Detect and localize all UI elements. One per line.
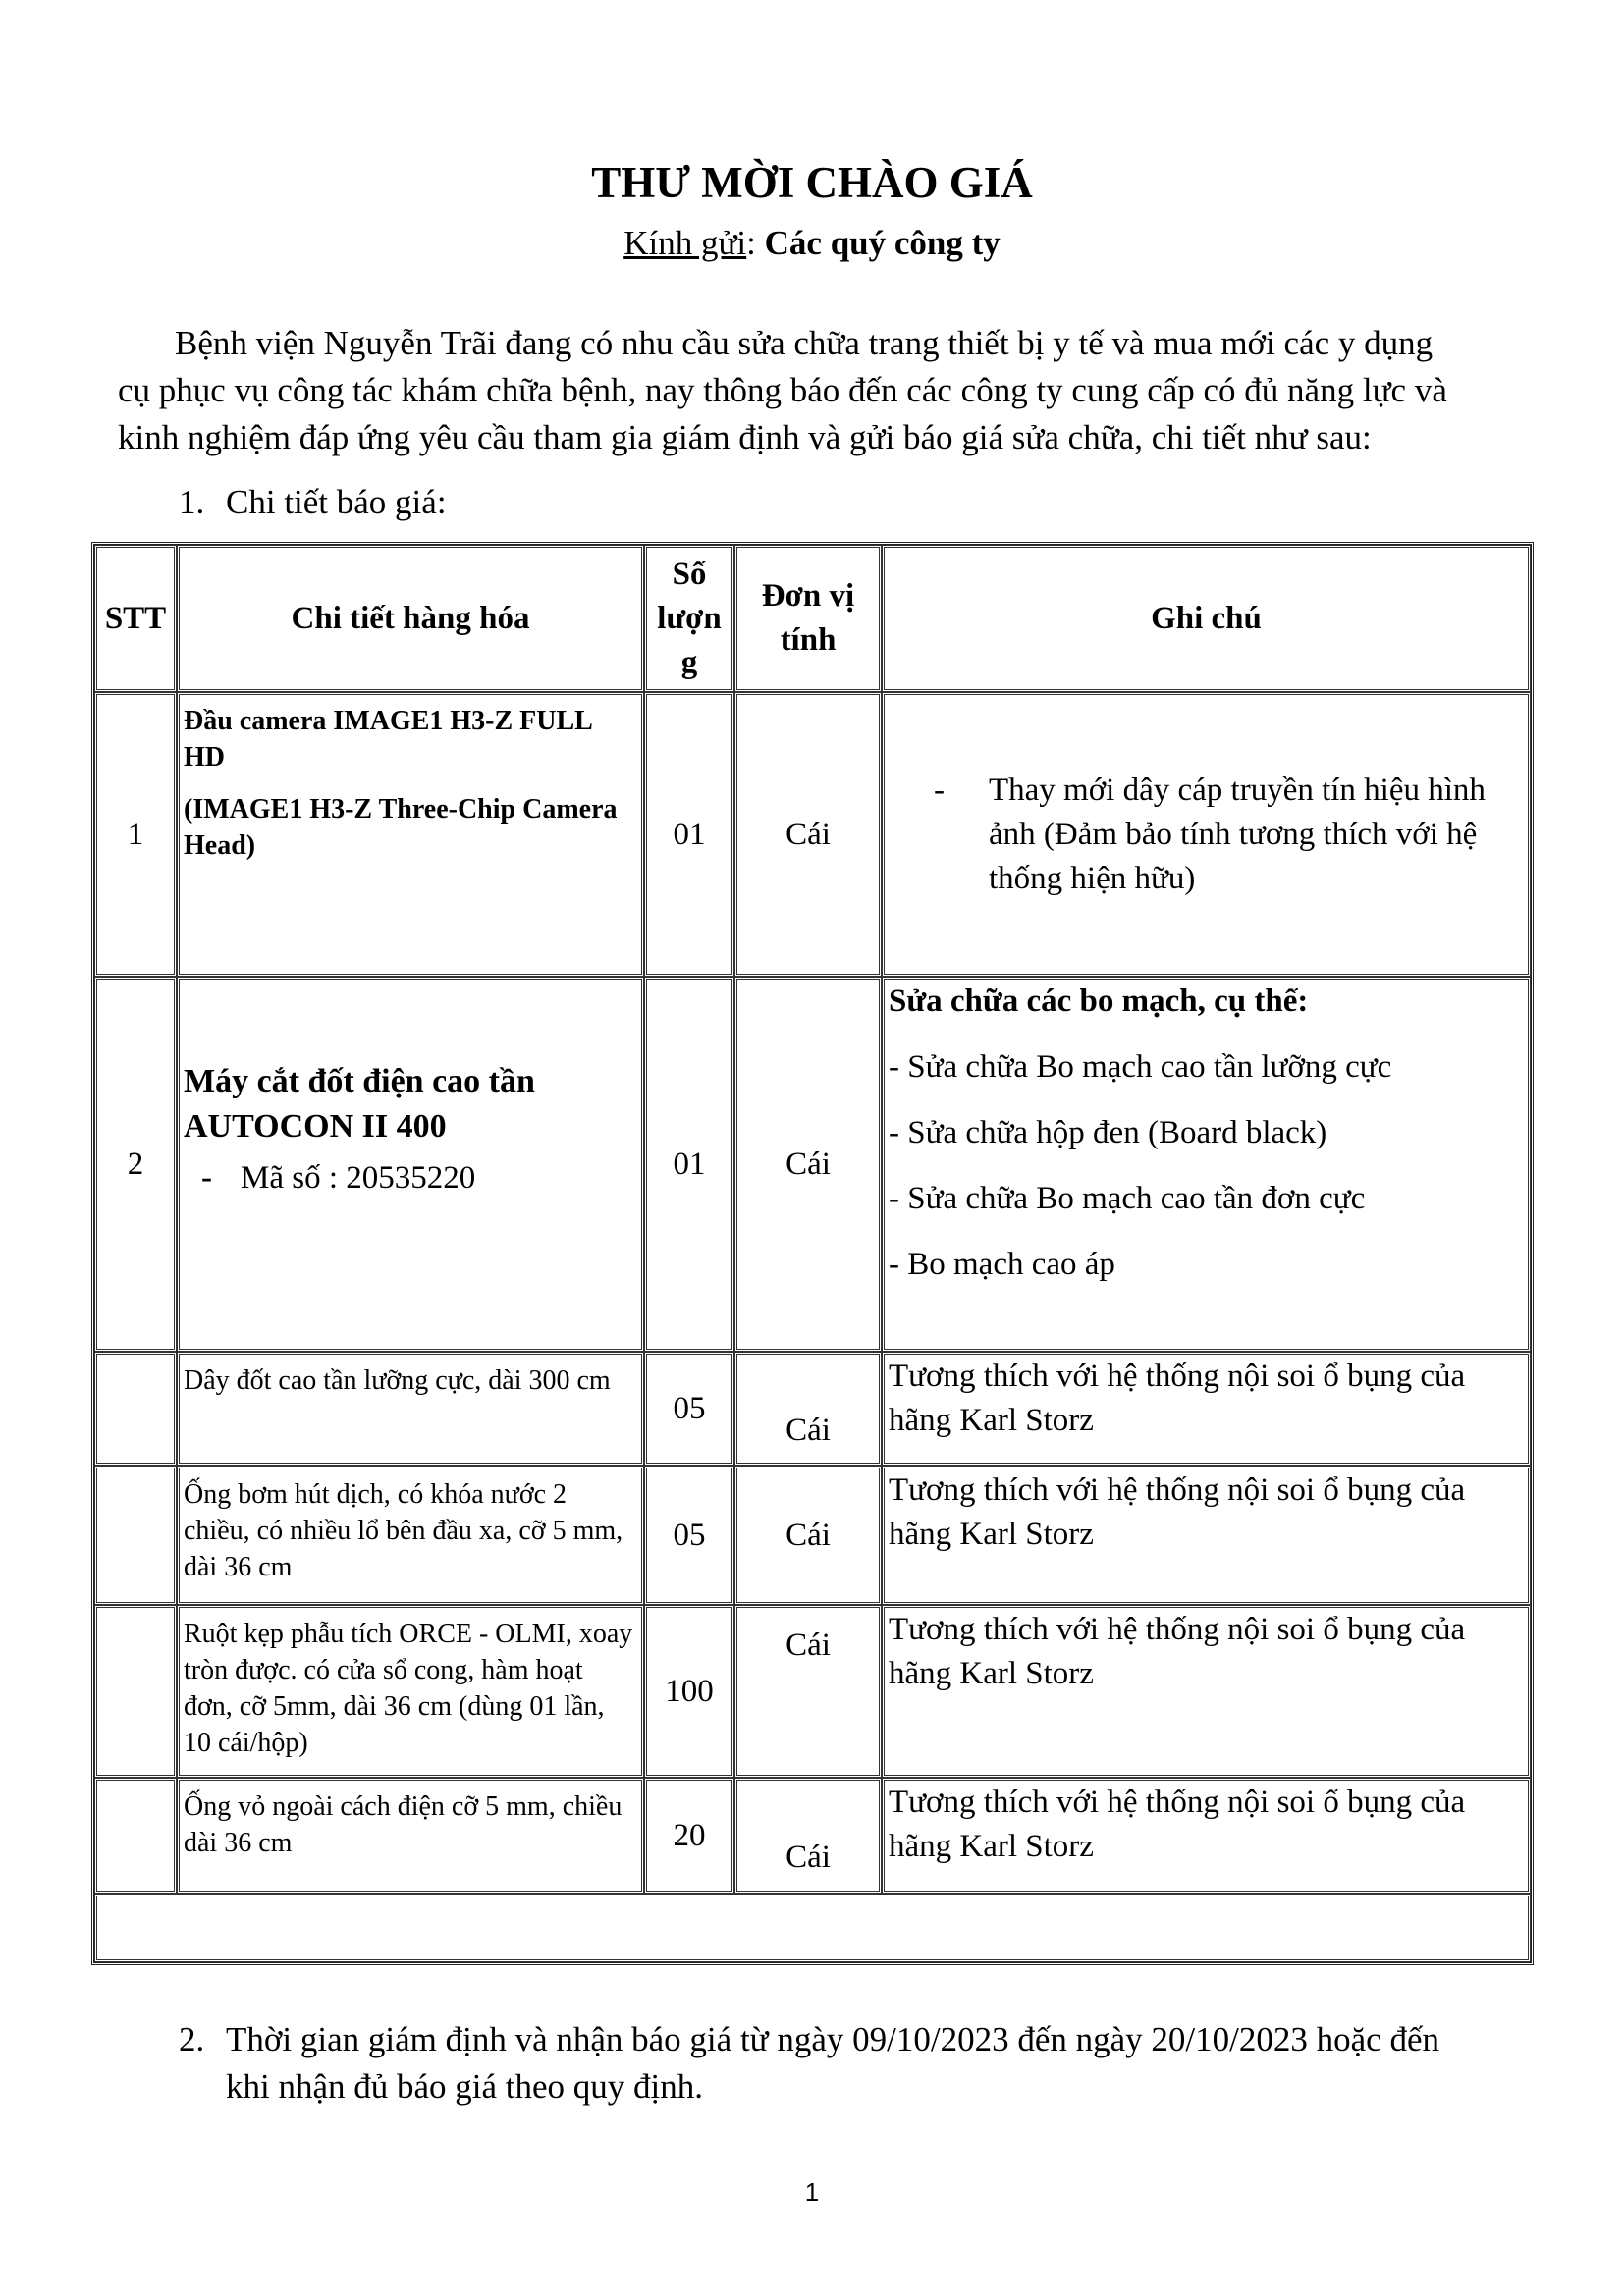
cell-unit: Cái — [734, 977, 882, 1352]
salutation-recipient: Các quý công ty — [764, 224, 1001, 262]
item-name: Đầu camera IMAGE1 H3-Z FULL HD — [184, 706, 592, 773]
salutation — [0, 222, 1624, 265]
header-quantity-line: g — [680, 644, 698, 680]
item-code-text: Mã số : 20535220 — [241, 1160, 476, 1196]
section-number: 1. — [179, 483, 205, 521]
cell-item — [177, 977, 644, 1352]
cell-quantity: 01 — [644, 977, 734, 1352]
page-number: 1 — [804, 2177, 820, 2207]
cell-quantity: 05 — [644, 1352, 734, 1466]
cell-note: Tương thích với hệ thống nội soi ổ bụng của hãng Karl Storz — [882, 1352, 1531, 1466]
cell-stt: 2 — [94, 977, 177, 1352]
cell-unit: Cái — [734, 1778, 882, 1894]
cell-stt — [94, 1352, 177, 1466]
header-quantity-line: Số — [672, 556, 707, 592]
section-text-line: khi nhận đủ báo giá theo quy định. — [226, 2067, 704, 2106]
header-unit-line: tính — [780, 622, 837, 658]
note-item: - Sửa chữa Bo mạch cao tần lưỡng cực — [889, 1049, 1392, 1085]
intro-line: cụ phục vụ công tác khám chữa bệnh, nay thông báo đến các công ty cung cấp có đủ năng lực và — [118, 371, 1447, 409]
note-item: - Sửa chữa Bo mạch cao tần đơn cực — [889, 1181, 1366, 1216]
note-text: Thay mới dây cáp truyền tín hiệu hình ảnh (Đảm bảo tính tương thích với hệ thống hiện hữu) — [989, 772, 1486, 896]
header-unit — [734, 545, 882, 692]
note-item: - Sửa chữa hộp đen (Board black) — [889, 1115, 1327, 1150]
section-text: Chi tiết báo giá: — [226, 483, 447, 521]
cell-quantity: 05 — [644, 1466, 734, 1605]
cell-unit: Cái — [734, 692, 882, 977]
cell-note: Tương thích với hệ thống nội soi ổ bụng của hãng Karl Storz — [882, 1466, 1531, 1605]
document-title: THƯ MỜI CHÀO GIÁ — [591, 158, 1033, 207]
table-row — [94, 692, 1531, 977]
table-row — [94, 1778, 1531, 1894]
empty-cell — [94, 1894, 1531, 1962]
table-row — [94, 1605, 1531, 1778]
item-name-en: (IMAGE1 H3-Z Three-Chip Camera Head) — [184, 794, 618, 861]
cell-unit: Cái — [734, 1605, 882, 1778]
item-code-dash: - — [201, 1160, 212, 1196]
header-quantity — [644, 545, 734, 692]
section-2 — [179, 2016, 1534, 2110]
cell-unit: Cái — [734, 1352, 882, 1466]
intro-line: kinh nghiệm đáp ứng yêu cầu tham gia giám định và gửi báo giá sửa chữa, chi tiết như sau: — [118, 418, 1372, 456]
cell-stt: 1 — [94, 692, 177, 977]
intro-paragraph — [118, 320, 1532, 461]
cell-stt — [94, 1466, 177, 1605]
quotation-table — [91, 542, 1534, 1965]
cell-item: Ruột kẹp phẫu tích ORCE - OLMI, xoay tròn được. có cửa sổ cong, hàm hoạt đơn, cỡ 5mm, dài 36 cm (dùng 01 lần, 10 cái/hộp) — [177, 1605, 644, 1778]
cell-item: Ống vỏ ngoài cách điện cỡ 5 mm, chiều dài 36 cm — [177, 1778, 644, 1894]
cell-note: Tương thích với hệ thống nội soi ổ bụng của hãng Karl Storz — [882, 1605, 1531, 1778]
cell-quantity: 20 — [644, 1778, 734, 1894]
cell-quantity: 01 — [644, 692, 734, 977]
cell-unit: Cái — [734, 1466, 882, 1605]
cell-item: Ống bơm hút dịch, có khóa nước 2 chiều, có nhiều lổ bên đầu xa, cỡ 5 mm, dài 36 cm — [177, 1466, 644, 1605]
table-row — [94, 1352, 1531, 1466]
table-row — [94, 977, 1531, 1352]
cell-note: Tương thích với hệ thống nội soi ổ bụng của hãng Karl Storz — [882, 1778, 1531, 1894]
cell-quantity: 100 — [644, 1605, 734, 1778]
cell-stt — [94, 1778, 177, 1894]
item-name: Máy cắt đốt điện cao tần AUTOCON II 400 — [184, 1063, 535, 1145]
section-number: 2. — [179, 2020, 205, 2058]
salutation-separator: : — [746, 224, 765, 262]
item-code — [184, 1155, 637, 1201]
note-heading: Sửa chữa các bo mạch, cụ thể: — [889, 984, 1309, 1019]
table-empty-row — [94, 1894, 1531, 1962]
cell-item: Dây đốt cao tần lưỡng cực, dài 300 cm — [177, 1352, 644, 1466]
header-note: Ghi chú — [882, 545, 1531, 692]
cell-item — [177, 692, 644, 977]
header-quantity-line: lượn — [657, 600, 722, 636]
cell-note — [882, 692, 1531, 977]
salutation-label: Kính gửi — [623, 224, 747, 262]
intro-line: Bệnh viện Nguyễn Trãi đang có nhu cầu sửa chữa trang thiết bị y tế và mua mới các y dụng — [175, 324, 1434, 362]
cell-note — [882, 977, 1531, 1352]
note-item: - Bo mạch cao áp — [889, 1247, 1115, 1282]
header-unit-line: Đơn vị — [761, 578, 855, 614]
header-stt: STT — [94, 545, 177, 692]
note-dash: - — [934, 772, 945, 808]
cell-stt — [94, 1605, 177, 1778]
table-header-row — [94, 545, 1531, 692]
section-text-line: Thời gian giám định và nhận báo giá từ ngày 09/10/2023 đến ngày 20/10/2023 hoặc đến — [226, 2020, 1439, 2058]
section-1-heading — [179, 479, 447, 526]
table-row — [94, 1466, 1531, 1605]
header-item: Chi tiết hàng hóa — [177, 545, 644, 692]
section-text — [179, 2016, 1534, 2110]
